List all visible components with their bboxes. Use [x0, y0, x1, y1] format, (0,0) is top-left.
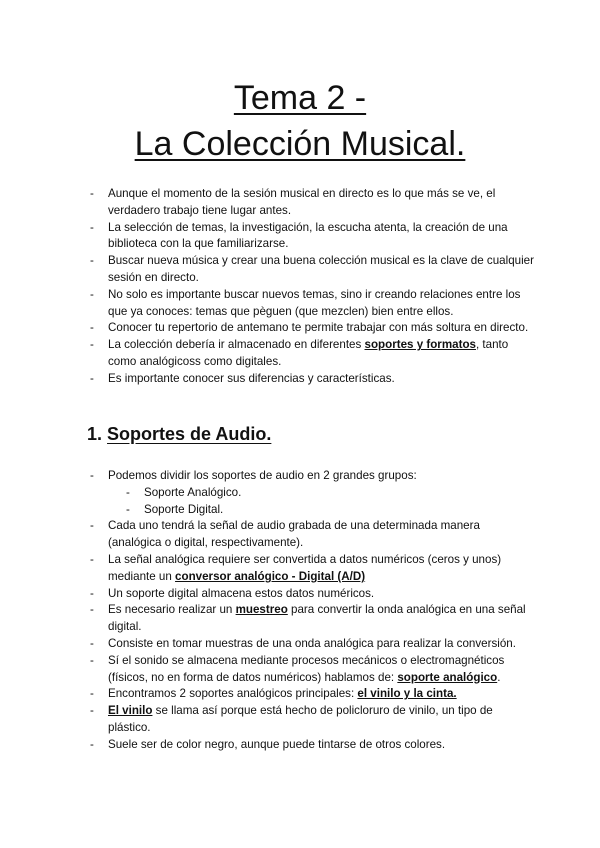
- page-title-line-1: Tema 2 -: [233, 79, 367, 117]
- list-item: - La selección de temas, la investigación, la escucha atenta, la creación de una biblioteca con la que familiarizarse.: [90, 220, 535, 254]
- section-heading: [87, 422, 271, 446]
- emphasis-text: El vinilo: [108, 704, 153, 718]
- list-item: [90, 653, 535, 687]
- page-title-line-2: La Colección Musical.: [134, 125, 466, 163]
- item-text: Es necesario realizar un: [108, 603, 236, 617]
- list-item: - Es importante conocer sus diferencias y características.: [90, 371, 535, 388]
- list-item: - Buscar nueva música y crear una buena colección musical es la clave de cualquier sesión en directo.: [90, 253, 535, 287]
- section-title: Soportes de Audio.: [107, 424, 272, 444]
- list-item: - Consiste en tomar muestras de una onda analógica para realizar la conversión.: [90, 636, 535, 653]
- emphasis-text: soportes y formatos: [364, 338, 476, 352]
- item-text: .: [497, 670, 501, 684]
- emphasis-text: muestreo: [235, 603, 288, 617]
- sub-list-item: - Soporte Digital.: [90, 502, 535, 519]
- section-number: 1.: [87, 424, 103, 444]
- item-text: Sí el sonido se almacena mediante procesos mecánicos o electromagnéticos (físicos, no en forma de datos numéricos) hablamos de:: [108, 653, 505, 684]
- list-item: [90, 602, 535, 636]
- list-item: [90, 686, 535, 703]
- item-text: Encontramos 2 soportes analógicos principales:: [108, 687, 358, 701]
- emphasis-text: soporte analógico: [397, 670, 498, 684]
- emphasis-text: conversor analógico - Digital (A/D): [175, 569, 366, 583]
- emphasis-text: el vinilo y la cinta.: [357, 687, 457, 701]
- intro-list: [90, 186, 535, 388]
- item-text: La señal analógica requiere ser convertida a datos numéricos (ceros y unos) mediante un: [108, 552, 502, 583]
- list-item: [90, 337, 535, 371]
- item-text: para convertir la onda analógica en una señal digital.: [108, 603, 526, 634]
- list-item: [90, 552, 535, 586]
- item-text: , tanto como analógicoss como digitales.: [108, 338, 509, 368]
- list-item: - Cada uno tendrá la señal de audio grabada de una determinada manera (analógica o digital, respectivamente).: [90, 518, 535, 552]
- list-item: - Suele ser de color negro, aunque puede tintarse de otros colores.: [90, 737, 535, 754]
- list-item: [90, 703, 535, 737]
- soportes-list: [90, 468, 535, 754]
- list-item: - Podemos dividir los soportes de audio en 2 grandes grupos:: [90, 468, 535, 485]
- list-item: - Un soporte digital almacena estos datos numéricos.: [90, 586, 535, 603]
- list-item: - Aunque el momento de la sesión musical en directo es lo que más se ve, el verdadero trabajo tiene lugar antes.: [90, 186, 535, 220]
- sub-list-item: - Soporte Analógico.: [90, 485, 535, 502]
- list-item: - No solo es importante buscar nuevos temas, sino ir creando relaciones entre los que ya conoces: temas que pèguen (que mezclen) bien entre ellos.: [90, 287, 535, 321]
- item-text: se llama así porque está hecho de policloruro de vinilo, un tipo de plástico.: [108, 704, 493, 734]
- item-text: La colección debería ir almacenado en diferentes: [108, 338, 365, 352]
- list-item: - Conocer tu repertorio de antemano te permite trabajar con más soltura en directo.: [90, 320, 535, 337]
